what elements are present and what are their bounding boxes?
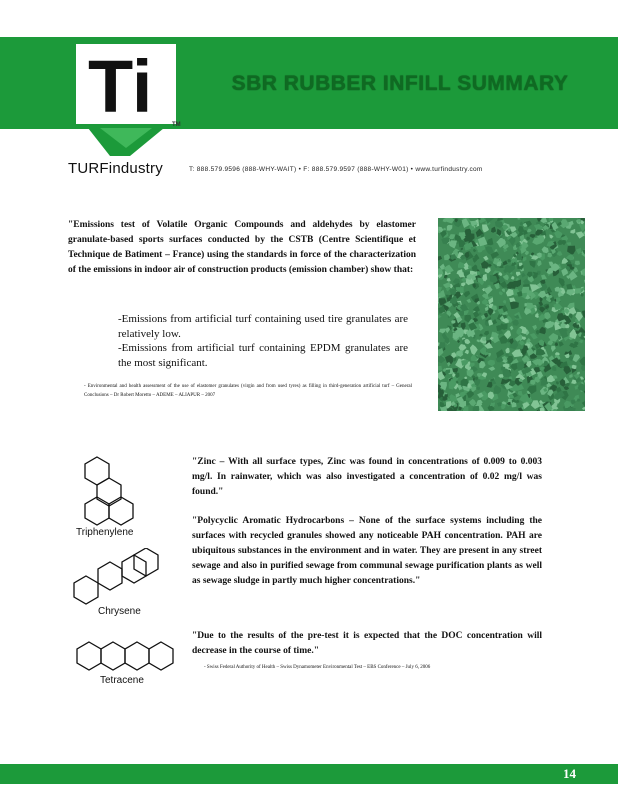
turf-industry-logo bbox=[70, 38, 182, 158]
emissions-bullet-epdm: -Emissions from artificial turf containing EPDM granulates are the most significant. bbox=[118, 342, 408, 369]
footer-bar bbox=[0, 764, 618, 784]
triphenylene-structure bbox=[72, 455, 152, 532]
doc-footnote: - Swiss Federal Authority of Health – Swiss Dynamometer Environmental Test – EBS Conference – July 6, 2006 bbox=[204, 665, 431, 670]
emissions-bullet-used-tire: -Emissions from artificial turf containing used tire granulates are relatively low. bbox=[118, 313, 408, 340]
trademark-mark: TM bbox=[172, 122, 181, 128]
page-title: SBR RUBBER INFILL SUMMARY bbox=[231, 72, 569, 95]
brand-name: TURFindustry bbox=[68, 160, 163, 177]
tetracene-label: Tetracene bbox=[100, 675, 144, 686]
emissions-paragraph: "Emissions test of Volatile Organic Compounds and aldehydes by elastomer granulate-based sports surfaces conducted by the CSTB (Centre Scientifique et Technique de Batiment – France) using the standards in force of the characterization of the emissions in indoor air of construction products (emission chamber) show that: bbox=[68, 220, 416, 275]
emissions-footnote: - Environmental and health assessment of the use of elastomer granulates (virgin and from used tyres) as filling in third-generation artificial turf – General Conclusions – Dr Robert Moretto – ADEME – ALIAPUR – 2007 bbox=[84, 384, 412, 398]
logo-text: Ti bbox=[88, 45, 153, 128]
doc-paragraph: "Due to the results of the pre-test it is expected that the DOC concentration will decrease in the course of time." bbox=[192, 631, 542, 656]
emissions-bullets bbox=[118, 312, 408, 370]
chrysene-structure bbox=[70, 548, 162, 611]
chrysene-label: Chrysene bbox=[98, 606, 141, 617]
page-number: 14 bbox=[563, 766, 576, 781]
rubber-granules-photo bbox=[438, 218, 585, 411]
pah-paragraph: "Polycyclic Aromatic Hydrocarbons – None of the surface systems including the surfaces with recycled granules showed any noticeable PAH concentration. PAH are ubiquitous substances in the environment and in water. They are present in any street sewage and also in purified sewage from communal sewage purification plants as well as sewage sludge in partly much higher concentrations." bbox=[192, 516, 542, 586]
zinc-paragraph: "Zinc – With all surface types, Zinc was found in concentrations of 0.009 to 0.003 mg/l. In rainwater, which was also investigated a concentration of 0.02 mg/l was found." bbox=[192, 457, 542, 497]
contact-info: T: 888.579.9596 (888-WHY-WAIT) • F: 888.579.9597 (888-WHY-W01) • www.turfindustry.com bbox=[189, 166, 483, 173]
triphenylene-label: Triphenylene bbox=[76, 527, 134, 538]
